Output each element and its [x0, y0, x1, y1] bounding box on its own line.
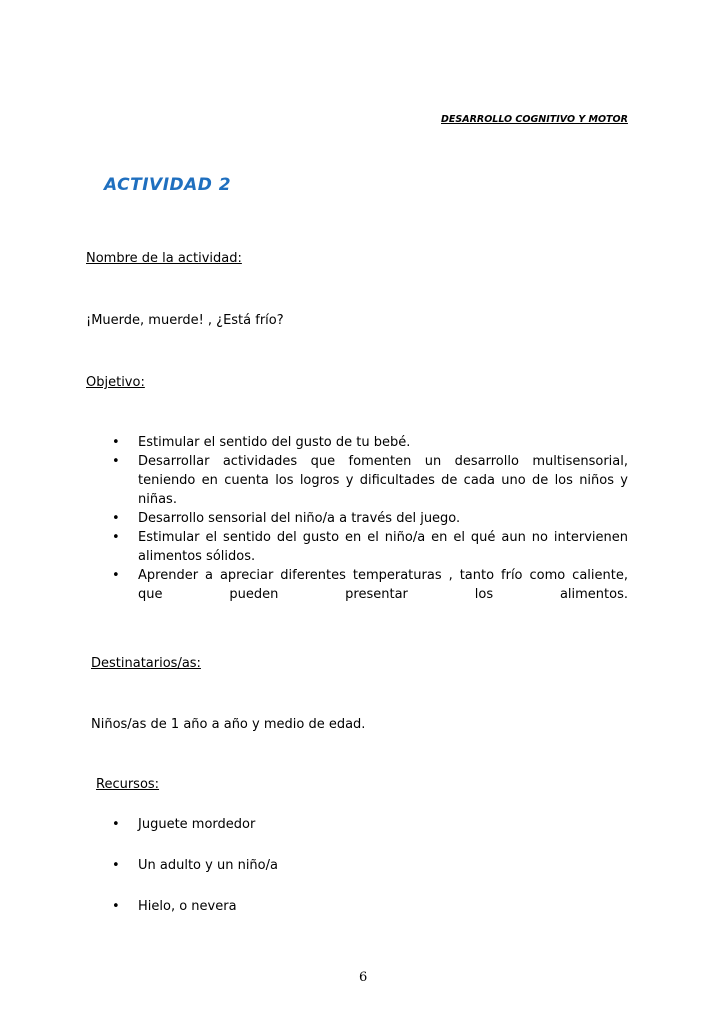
objective-text: Estimular el sentido del gusto en el niño/a en el qué aun no intervienen alimentos sólidos.: [138, 530, 628, 564]
objective-item: [112, 452, 628, 509]
bullet-icon: •: [112, 817, 120, 832]
objective-label: Objetivo:: [86, 375, 145, 390]
resources-list: [112, 815, 512, 916]
resource-item: [112, 897, 512, 916]
page-number: 6: [359, 970, 368, 985]
activity-name: ¡Muerde, muerde! , ¿Está frío?: [86, 313, 284, 328]
bullet-icon: •: [112, 454, 120, 469]
bullet-icon: •: [112, 858, 120, 873]
objective-item: [112, 566, 628, 604]
bullet-icon: •: [112, 530, 120, 545]
objective-item: [112, 509, 628, 528]
recipients-text: Niños/as de 1 año a año y medio de edad.: [91, 717, 366, 732]
resource-item: [112, 856, 512, 875]
activity-title: ACTIVIDAD 2: [104, 175, 232, 195]
objective-text: Aprender a apreciar diferentes temperaturas , tanto frío como caliente, que pueden presentar los alimentos.: [138, 568, 628, 602]
resource-item: [112, 815, 512, 834]
bullet-icon: •: [112, 435, 120, 450]
objective-item: [112, 528, 628, 566]
objective-item: [112, 433, 628, 452]
running-header: DESARROLLO COGNITIVO Y MOTOR: [441, 114, 628, 125]
objective-text: Desarrollo sensorial del niño/a a través del juego.: [138, 511, 461, 526]
objectives-list: [112, 433, 628, 604]
bullet-icon: •: [112, 568, 120, 583]
objective-text: Estimular el sentido del gusto de tu bebé.: [138, 435, 411, 450]
bullet-icon: •: [112, 511, 120, 526]
bullet-icon: •: [112, 899, 120, 914]
objective-text: Desarrollar actividades que fomenten un desarrollo multisensorial, teniendo en cuenta los logros y dificultades de cada uno de los niños y niñas.: [138, 454, 628, 507]
resource-text: Juguete mordedor: [138, 817, 256, 832]
activity-name-label: Nombre de la actividad:: [86, 251, 242, 266]
resource-text: Hielo, o nevera: [138, 899, 237, 914]
resources-label: Recursos:: [96, 777, 160, 792]
recipients-label: Destinatarios/as:: [91, 656, 201, 671]
resource-text: Un adulto y un niño/a: [138, 858, 278, 873]
